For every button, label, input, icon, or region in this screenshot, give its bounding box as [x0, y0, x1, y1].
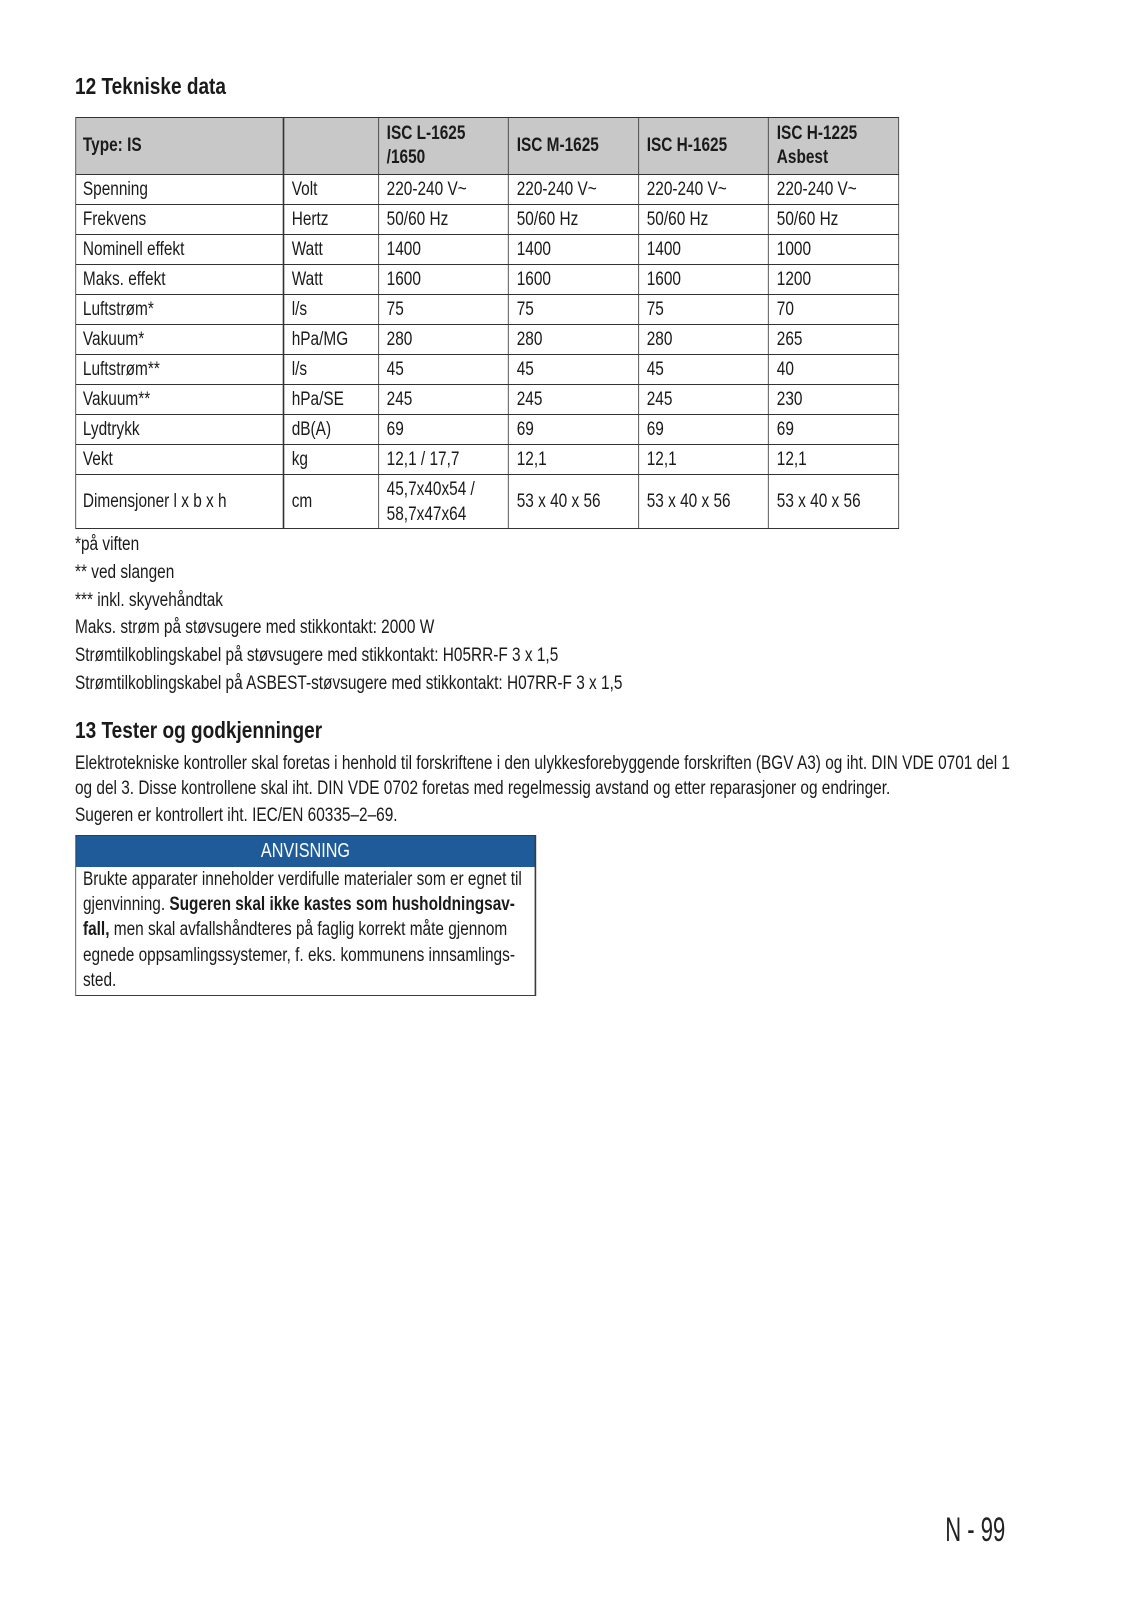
- cell-text: 69: [646, 419, 664, 440]
- cell-text: 280: [516, 329, 543, 350]
- value-cell: [379, 415, 508, 444]
- value-cell: [379, 175, 508, 204]
- cell-text: 1000: [776, 239, 812, 260]
- value-cell: [379, 235, 508, 264]
- cell-text: 220-240 V~: [386, 179, 467, 200]
- notice-text: egnede oppsamlingssystemer, f. eks. kommunens innsamlings-: [82, 944, 515, 966]
- unit-cell: [284, 475, 378, 528]
- tests-paragraph: [75, 751, 1010, 802]
- value-cell: [769, 205, 898, 234]
- cell-text: 245: [646, 389, 673, 410]
- cell-text: cm: [291, 491, 313, 512]
- value-cell: [379, 385, 508, 414]
- cell-text: 12,1: [776, 449, 807, 470]
- value-cell: [509, 475, 638, 528]
- cell-text: 70: [776, 299, 794, 320]
- value-cell: [639, 295, 768, 324]
- cell-text: kg: [291, 449, 308, 470]
- value-cell: [509, 295, 638, 324]
- notice-line: [83, 867, 535, 892]
- footnote: ** ved slangen: [75, 561, 175, 583]
- notice-text: sted.: [82, 969, 117, 991]
- cell-text: 265: [776, 329, 803, 350]
- table-header-line: ISC L-1625: [386, 123, 466, 144]
- cell-text: Vakuum*: [82, 329, 145, 350]
- footnote: *på viften: [75, 534, 140, 555]
- unit-cell: [284, 175, 378, 204]
- cell-text: Spenning: [82, 179, 148, 200]
- cell-text: 45: [386, 359, 404, 380]
- row-label-cell: [76, 205, 283, 234]
- row-label-cell: [76, 355, 283, 384]
- notice-text: men skal avfallshåndteres på faglig korrekt måte gjennom: [109, 919, 508, 941]
- cell-text: 69: [516, 419, 534, 440]
- value-cell: [639, 205, 768, 234]
- row-label-cell: [76, 385, 283, 414]
- cell-text: hPa/MG: [291, 329, 349, 350]
- tested-standard-note: Sugeren er kontrollert iht. IEC/EN 60335–2–69.: [75, 805, 398, 826]
- cell-text: 53 x 40 x 56: [646, 491, 731, 512]
- notice-bold-text: Sugeren skal ikke kastes som husholdningsav-: [169, 894, 515, 916]
- notice-text: Brukte apparater inneholder verdifulle materialer som er egnet til: [82, 869, 522, 890]
- value-cell: [509, 355, 638, 384]
- cell-text: 1600: [646, 269, 681, 290]
- footnote: Strømtilkoblingskabel på støvsugere med stikkontakt: H05RR-F 3 x 1,5: [75, 645, 559, 667]
- cell-text: 1400: [646, 239, 681, 260]
- value-cell: [509, 175, 638, 204]
- cell-text: 220-240 V~: [776, 179, 857, 200]
- notice-line: [83, 943, 535, 968]
- cell-text: 1600: [516, 269, 551, 290]
- table-header-line: ISC H-1625: [646, 135, 728, 156]
- value-cell: [769, 415, 898, 444]
- cell-text: 69: [386, 419, 404, 440]
- cell-text: Frekvens: [82, 209, 147, 230]
- value-cell: [379, 445, 508, 474]
- cell-text: 230: [776, 389, 803, 410]
- value-cell: [639, 415, 768, 444]
- value-cell: [639, 175, 768, 204]
- value-cell: [509, 205, 638, 234]
- value-cell: [769, 175, 898, 204]
- value-cell: [769, 385, 898, 414]
- unit-cell: [284, 415, 378, 444]
- section-heading-tests-approvals: 13 Tester og godkjenninger: [75, 717, 323, 743]
- technical-data-table: [75, 117, 899, 529]
- cell-text: Vakuum**: [82, 389, 151, 410]
- unit-cell: [284, 265, 378, 294]
- table-header-line: /1650: [386, 147, 426, 168]
- cell-text: 12,1 / 17,7: [386, 449, 460, 470]
- notice-bold-text: fall,: [82, 919, 110, 941]
- cell-text: 1400: [386, 239, 421, 260]
- unit-cell: [284, 235, 378, 264]
- value-cell: [639, 385, 768, 414]
- cell-text: hPa/SE: [291, 389, 344, 410]
- cell-text: Dimensjoner l x b x h: [82, 491, 227, 512]
- footnote: Strømtilkoblingskabel på ASBEST-støvsugere med stikkontakt: H07RR-F 3 x 1,5: [75, 672, 623, 694]
- unit-cell: [284, 385, 378, 414]
- cell-text: Vekt: [82, 449, 113, 470]
- row-label-cell: [76, 325, 283, 354]
- cell-text: 245: [516, 389, 543, 410]
- table-header-cell: [639, 118, 768, 174]
- paragraph-line: og del 3. Disse kontrollene skal iht. DIN VDE 0702 foretas med regelmessig avstand og etter reparasjoner og endringer.: [75, 778, 891, 800]
- value-cell: [509, 385, 638, 414]
- table-header-cell: [379, 118, 508, 174]
- table-header-cell: [509, 118, 638, 174]
- notice-body: [76, 867, 535, 995]
- value-cell: [769, 355, 898, 384]
- table-header-line: Type: IS: [82, 135, 142, 156]
- value-cell: [769, 235, 898, 264]
- value-cell: [639, 475, 768, 528]
- page-number: N - 99: [945, 1511, 1006, 1549]
- cell-text: 12,1: [646, 449, 677, 470]
- cell-text: Luftstrøm*: [82, 299, 154, 320]
- value-cell: [639, 325, 768, 354]
- section-heading-technical-data: 12 Tekniske data: [75, 73, 226, 99]
- cell-text: Nominell effekt: [82, 239, 185, 260]
- cell-line: 45,7x40x54 /: [386, 478, 475, 500]
- table-header-line: ISC H-1225: [776, 123, 858, 144]
- unit-cell: [284, 295, 378, 324]
- value-cell: [639, 265, 768, 294]
- row-label-cell: [76, 415, 283, 444]
- table-footnotes: [75, 531, 622, 698]
- table-header-cell: [76, 118, 283, 174]
- value-cell: [639, 355, 768, 384]
- cell-text: Lydtrykk: [82, 419, 140, 440]
- value-cell: [509, 235, 638, 264]
- footnote: Maks. strøm på støvsugere med stikkontakt: 2000 W: [75, 617, 435, 639]
- footnote: *** inkl. skyvehåndtak: [75, 589, 224, 611]
- unit-cell: [284, 445, 378, 474]
- value-cell: [379, 475, 508, 528]
- cell-text: 75: [386, 299, 404, 320]
- cell-text: 69: [776, 419, 794, 440]
- value-cell: [639, 445, 768, 474]
- row-label-cell: [76, 235, 283, 264]
- cell-text: 50/60 Hz: [386, 209, 449, 230]
- unit-cell: [284, 205, 378, 234]
- cell-text: Hertz: [291, 209, 329, 230]
- notice-line: [83, 917, 535, 942]
- cell-text: 40: [776, 359, 794, 380]
- unit-cell: [284, 355, 378, 384]
- cell-text: 45: [646, 359, 664, 380]
- value-cell: [769, 295, 898, 324]
- value-cell: [769, 445, 898, 474]
- value-cell: [379, 325, 508, 354]
- cell-text: 53 x 40 x 56: [776, 491, 861, 512]
- cell-text: 280: [646, 329, 673, 350]
- paragraph-line: Elektrotekniske kontroller skal foretas i henhold til forskriftene i den ulykkesforebyggende forskriften (BGV A3) og iht. DIN VDE 0701 del 1: [75, 752, 1010, 774]
- cell-text: Watt: [291, 239, 323, 260]
- cell-line: 58,7x47x64: [386, 503, 467, 525]
- notice-box: [75, 835, 536, 996]
- cell-text: Maks. effekt: [82, 269, 166, 290]
- cell-text: 12,1: [516, 449, 547, 470]
- value-cell: [769, 265, 898, 294]
- cell-text: Watt: [291, 269, 323, 290]
- cell-text: 75: [516, 299, 534, 320]
- value-cell: [769, 475, 898, 528]
- notice-line: [83, 892, 535, 917]
- cell-text: 220-240 V~: [516, 179, 597, 200]
- cell-text: 1600: [386, 269, 421, 290]
- value-cell: [769, 325, 898, 354]
- cell-text: 1200: [776, 269, 812, 290]
- cell-text: l/s: [291, 359, 308, 380]
- cell-text: 1400: [516, 239, 551, 260]
- cell-text: 245: [386, 389, 413, 410]
- row-label-cell: [76, 175, 283, 204]
- value-cell: [379, 295, 508, 324]
- cell-text: Luftstrøm**: [82, 359, 160, 380]
- table-header-cell: [284, 118, 378, 174]
- cell-text: 50/60 Hz: [516, 209, 579, 230]
- value-cell: [379, 355, 508, 384]
- table-header-line: ISC M-1625: [516, 135, 599, 156]
- table-header-line: Asbest: [776, 147, 829, 168]
- cell-text: l/s: [291, 299, 308, 320]
- row-label-cell: [76, 265, 283, 294]
- cell-text: 50/60 Hz: [776, 209, 839, 230]
- unit-cell: [284, 325, 378, 354]
- row-label-cell: [76, 295, 283, 324]
- row-label-cell: [76, 475, 283, 528]
- value-cell: [509, 325, 638, 354]
- cell-text: 50/60 Hz: [646, 209, 709, 230]
- cell-text: 280: [386, 329, 413, 350]
- cell-text: 45: [516, 359, 534, 380]
- table-header-cell: [769, 118, 898, 174]
- cell-text: 75: [646, 299, 664, 320]
- value-cell: [509, 415, 638, 444]
- value-cell: [509, 445, 638, 474]
- notice-text: gjenvinning.: [82, 894, 170, 916]
- row-label-cell: [76, 445, 283, 474]
- cell-text: 220-240 V~: [646, 179, 727, 200]
- value-cell: [379, 205, 508, 234]
- value-cell: [509, 265, 638, 294]
- notice-line: [83, 968, 535, 993]
- value-cell: [639, 235, 768, 264]
- value-cell: [379, 265, 508, 294]
- cell-text: dB(A): [291, 419, 332, 440]
- cell-text: 53 x 40 x 56: [516, 491, 601, 512]
- cell-text: Volt: [291, 179, 318, 200]
- notice-title: ANVISNING: [76, 836, 535, 867]
